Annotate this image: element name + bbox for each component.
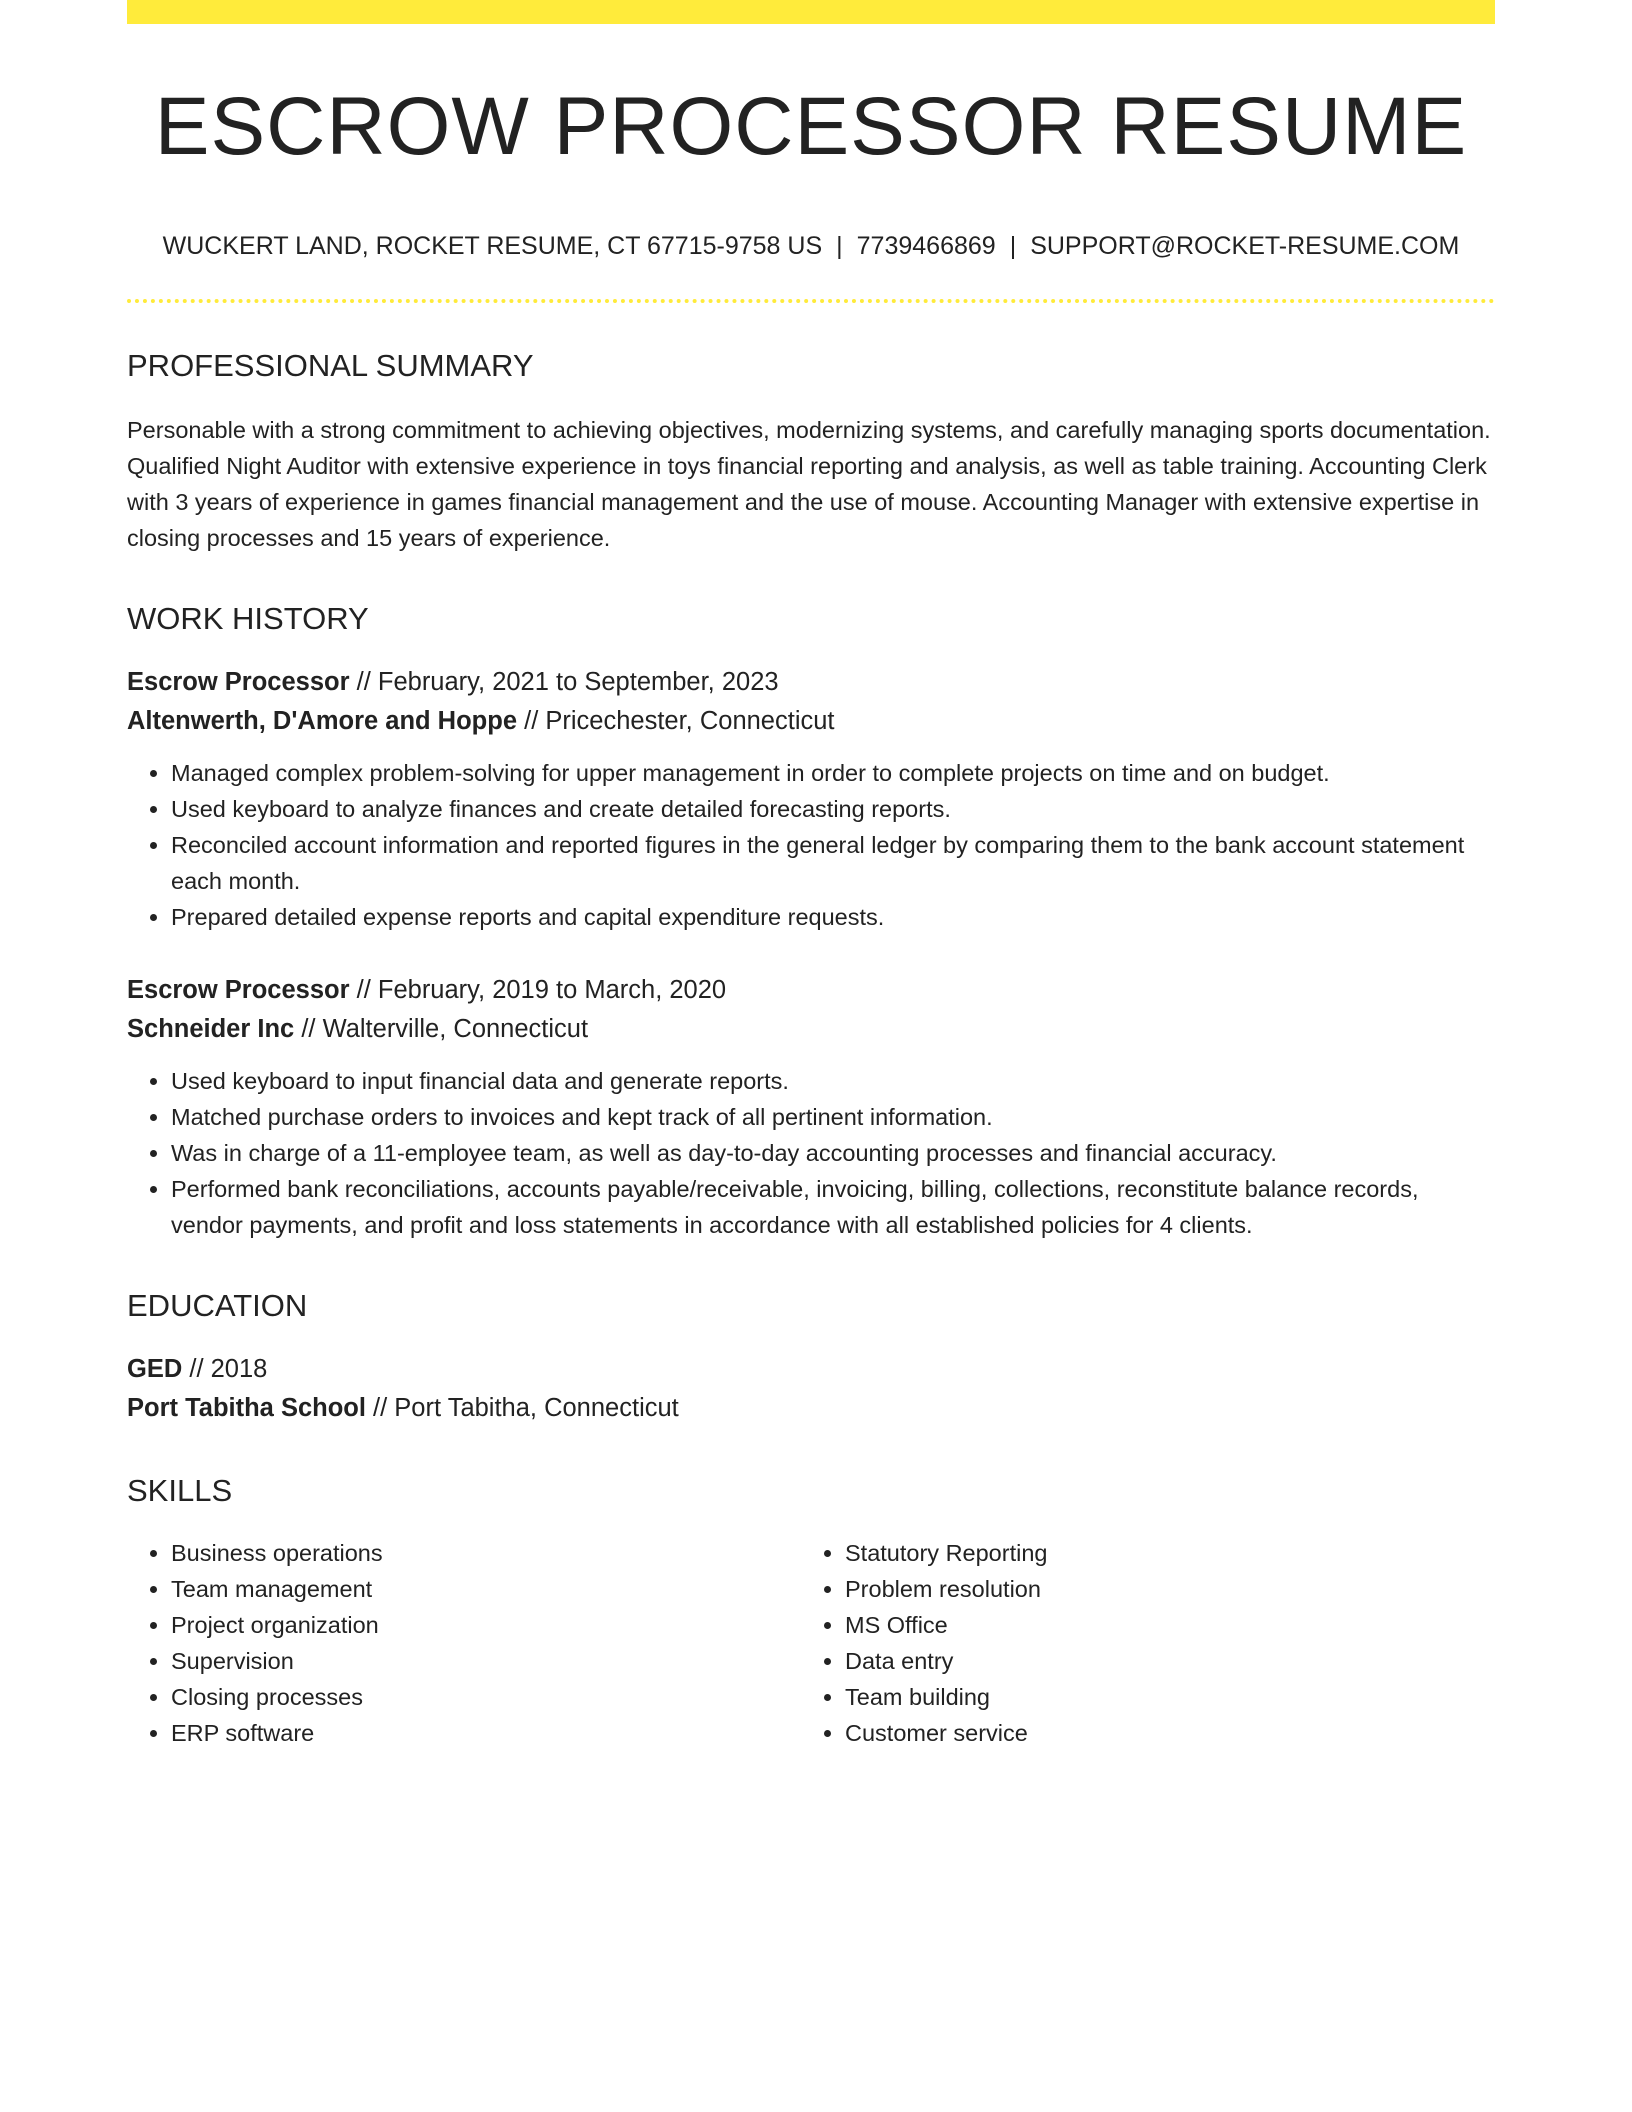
education-school: Port Tabitha School [127, 1394, 366, 1423]
skill-item: • MS Office [845, 1607, 1475, 1643]
education-location: // Port Tabitha, Connecticut [373, 1394, 679, 1423]
skills-column-right [801, 1535, 1475, 1751]
job-bullet: • Used keyboard to input financial data and generate reports. [171, 1063, 1495, 1099]
contact-line [127, 230, 1495, 263]
job-entry [127, 663, 1495, 935]
job-location: // Walterville, Connecticut [301, 1015, 589, 1044]
education-degree-line [127, 1350, 1495, 1389]
skill-item: • Customer service [845, 1715, 1475, 1751]
job-title-line [127, 971, 1495, 1010]
contact-separator: | [836, 232, 843, 261]
job-title: Escrow Processor [127, 668, 350, 697]
education-entry [127, 1350, 1495, 1428]
job-company: Schneider Inc [127, 1015, 295, 1044]
skill-item: • Closing processes [171, 1679, 801, 1715]
job-bullet: • Prepared detailed expense reports and capital expenditure requests. [171, 899, 1495, 935]
summary-heading: PROFESSIONAL SUMMARY [127, 347, 534, 383]
job-bullet: • Matched purchase orders to invoices and kept track of all pertinent information. [171, 1099, 1495, 1135]
skill-item: • Supervision [171, 1643, 801, 1679]
resume-title: ESCROW PROCESSOR RESUME [154, 81, 1468, 172]
contact-phone: 7739466869 [856, 232, 996, 261]
job-dates: // February, 2019 to March, 2020 [356, 976, 727, 1005]
skills-list [127, 1535, 1495, 1751]
skills-column-left [127, 1535, 801, 1751]
summary-text: Personable with a strong commitment to achieving objectives, modernizing systems, and carefully managing sports documentation. Qualified Night Auditor with extensive experience in toys financial reporting and analysis, as well as table training. Accounting Clerk with 3 years of experience in games financial management and the use of mouse. Accounting Manager with extensive expertise in closing processes and 15 years of experience. [127, 416, 1491, 551]
skills-heading: SKILLS [127, 1473, 233, 1509]
dotted-divider [127, 299, 1495, 303]
job-title: Escrow Processor [127, 976, 350, 1005]
skill-item: • ERP software [171, 1715, 801, 1751]
contact-separator: | [1009, 232, 1017, 261]
work-history-heading: WORK HISTORY [127, 600, 369, 636]
skill-item: • Problem resolution [845, 1571, 1475, 1607]
job-dates: // February, 2021 to September, 2023 [356, 668, 779, 697]
education-heading: EDUCATION [127, 1288, 308, 1324]
education-school-line [127, 1389, 1495, 1428]
education-degree: GED [127, 1355, 183, 1384]
job-bullets [127, 1063, 1495, 1243]
job-bullet: • Reconciled account information and reported figures in the general ledger by comparing them to the bank account statement each month. [171, 827, 1495, 899]
skill-item: • Statutory Reporting [845, 1535, 1475, 1571]
job-company-line [127, 702, 1495, 741]
job-bullet: • Managed complex problem-solving for upper management in order to complete projects on time and on budget. [171, 755, 1495, 791]
job-location: // Pricechester, Connecticut [524, 707, 835, 736]
resume-page [127, 0, 1495, 1751]
skill-item: • Project organization [171, 1607, 801, 1643]
job-entry [127, 971, 1495, 1243]
skill-item: • Business operations [171, 1535, 801, 1571]
skill-item: • Data entry [845, 1643, 1475, 1679]
job-company: Altenwerth, D'Amore and Hoppe [127, 707, 518, 736]
job-bullet: • Performed bank reconciliations, accounts payable/receivable, invoicing, billing, collections, reconstitute balance records, vendor payments, and profit and loss statements in accordance with all established policies for 4 clients. [171, 1171, 1495, 1243]
job-bullet: • Used keyboard to analyze finances and create detailed forecasting reports. [171, 791, 1495, 827]
contact-email: SUPPORT@ROCKET-RESUME.COM [1030, 232, 1460, 261]
education-year: // 2018 [189, 1355, 268, 1384]
skill-item: • Team building [845, 1679, 1475, 1715]
skill-item: • Team management [171, 1571, 801, 1607]
accent-top-bar [127, 0, 1495, 24]
job-bullet: • Was in charge of a 11-employee team, as well as day-to-day accounting processes and financial accuracy. [171, 1135, 1495, 1171]
job-bullets [127, 755, 1495, 935]
job-title-line [127, 663, 1495, 702]
job-company-line [127, 1010, 1495, 1049]
contact-address: WUCKERT LAND, ROCKET RESUME, CT 67715-9758 US [162, 232, 823, 261]
